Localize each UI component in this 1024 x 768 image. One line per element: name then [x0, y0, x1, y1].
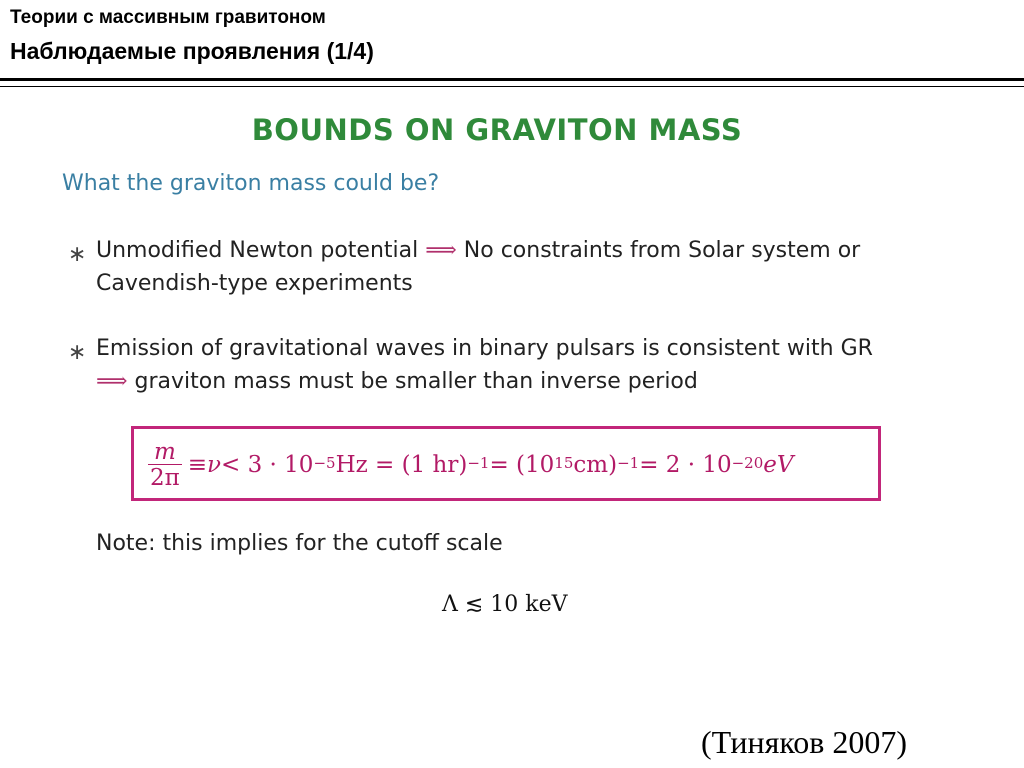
slide-subtitle: What the graviton mass could be?	[62, 171, 440, 196]
equation-nu: ν	[207, 452, 222, 478]
bullet-2	[96, 332, 956, 398]
header-topic: Теории с массивным гравитоном	[10, 7, 326, 28]
equation-exponent: −1	[617, 454, 640, 472]
equation-box	[131, 426, 881, 501]
implies-arrow-icon: ⟹	[425, 238, 457, 263]
fraction	[148, 440, 182, 491]
fraction-denominator: 2π	[150, 464, 180, 491]
citation: (Тиняков 2007)	[701, 724, 908, 760]
equation-unit: eV	[763, 452, 794, 478]
graviton-mass-equation	[148, 437, 794, 493]
equation-exponent: 15	[554, 454, 574, 472]
fraction-numerator: m	[153, 438, 176, 465]
header-subtopic: Наблюдаемые проявления (1/4)	[10, 38, 374, 64]
bullet-1-premise: Unmodified Newton potential	[96, 238, 419, 263]
implies-arrow-icon: ⟹	[96, 369, 128, 394]
equation-segment: < 3 · 10	[221, 452, 314, 478]
equation-exponent: −5	[313, 454, 336, 472]
bullet-marker: ∗	[68, 242, 87, 267]
equation-segment: cm)	[573, 452, 618, 478]
header-rule-thick	[0, 78, 1024, 81]
bullet-2-premise: Emission of gravitational waves in binary pulsars is consistent with GR	[96, 336, 873, 361]
equation-exponent: −20	[731, 454, 764, 472]
equation-segment: Hz = (1 hr)	[335, 452, 468, 478]
slide-title: BOUNDS ON GRAVITON MASS	[251, 113, 743, 147]
equation-segment: = (10	[489, 452, 555, 478]
equation-segment: ≡	[187, 452, 208, 478]
equation-segment: = 2 · 10	[639, 452, 732, 478]
header-rule-thin	[0, 86, 1024, 87]
bullet-2-conclusion: graviton mass must be smaller than inverse period	[134, 369, 698, 394]
equation-exponent: −1	[467, 454, 490, 472]
bullet-1	[96, 234, 956, 300]
bullet-marker: ∗	[68, 340, 87, 365]
cutoff-scale-equation: Λ ≲ 10 keV	[442, 592, 568, 617]
cutoff-note: Note: this implies for the cutoff scale	[96, 531, 503, 556]
bullet-1-conclusion: No constraints from Solar system or Cavendish-type experiments	[96, 238, 861, 296]
